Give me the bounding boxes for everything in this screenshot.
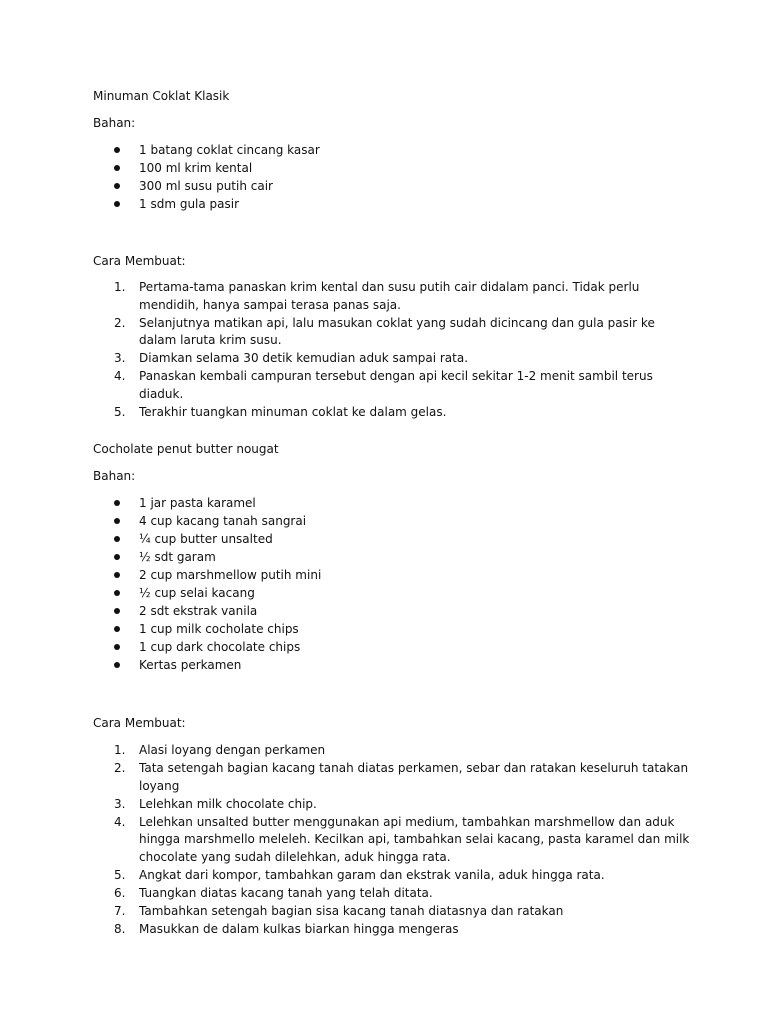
step-item: 3. Lelehkan milk chocolate chip. <box>114 796 317 811</box>
ingredient-item: 100 ml krim kental <box>0 159 320 177</box>
bullet-icon <box>114 147 120 153</box>
recipe1-ingredient-list <box>0 141 320 213</box>
bullet-icon <box>114 500 120 506</box>
bullet-icon <box>114 518 120 524</box>
ingredient-item: 300 ml susu putih cair <box>0 177 320 195</box>
ingredient-item: 1 cup dark chocolate chips <box>0 638 321 656</box>
step-item: 4. Panaskan kembali campuran tersebut dengan api kecil sekitar 1-2 menit sambil terus diaduk. <box>114 369 653 401</box>
recipe2-title: Cocholate penut butter nougat <box>93 442 279 456</box>
bullet-icon <box>114 626 120 632</box>
ingredient-item: ½ sdt garam <box>0 548 321 566</box>
ingredient-item: 2 cup marshmellow putih mini <box>0 566 321 584</box>
bullet-icon <box>114 572 120 578</box>
ingredient-item: ½ cup selai kacang <box>0 584 321 602</box>
bullet-icon <box>114 608 120 614</box>
recipe2-step-list <box>0 742 690 939</box>
step-item: 2. Selanjutnya matikan api, lalu masukan coklat yang sudah dicincang dan gula pasir ke dalam laruta krim susu. <box>114 315 655 347</box>
recipe1-ingredients-heading: Bahan: <box>93 116 136 130</box>
step-item: 5. Angkat dari kompor, tambahkan garam dan ekstrak vanila, aduk hingga rata. <box>114 867 605 882</box>
recipe2-ingredient-list <box>0 494 321 674</box>
step-item: 5. Terakhir tuangkan minuman coklat ke dalam gelas. <box>114 404 447 419</box>
bullet-icon <box>114 165 120 171</box>
ingredient-item: 1 batang coklat cincang kasar <box>0 141 320 159</box>
step-item: 3. Diamkan selama 30 detik kemudian aduk sampai rata. <box>114 351 469 365</box>
bullet-icon <box>114 183 120 189</box>
recipe1-step-list <box>0 279 690 422</box>
ingredient-item: 1 sdm gula pasir <box>0 195 320 213</box>
ingredient-item: 4 cup kacang tanah sangrai <box>0 512 321 530</box>
recipe1-method-heading: Cara Membuat: <box>93 254 186 268</box>
bullet-icon <box>114 554 120 560</box>
ingredient-item: 2 sdt ekstrak vanila <box>0 602 321 620</box>
step-item: 6. Tuangkan diatas kacang tanah yang telah ditata. <box>114 885 433 900</box>
ingredient-item: 1 jar pasta karamel <box>0 494 321 512</box>
recipe1-title: Minuman Coklat Klasik <box>93 89 230 103</box>
bullet-icon <box>114 536 120 542</box>
step-item: 4. Lelehkan unsalted butter menggunakan api medium, tambahkan marshmellow dan aduk hingga marshmello meleleh. Kecilkan api, tambahkan selai kacang, pasta karamel dan milk chocolate yang sudah dilelehkan, aduk hingga rata. <box>114 814 690 864</box>
recipe2-ingredients-heading: Bahan: <box>93 469 136 483</box>
step-item: 7. Tambahkan setengah bagian sisa kacang tanah diatasnya dan ratakan <box>114 903 564 918</box>
step-item: 2. Tata setengah bagian kacang tanah diatas perkamen, sebar dan ratakan keseluruh tatakan loyang <box>114 761 689 793</box>
bullet-icon <box>114 201 120 207</box>
ingredient-item: 1 cup milk cocholate chips <box>0 620 321 638</box>
step-item: 8. Masukkan de dalam kulkas biarkan hingga mengeras <box>114 921 459 936</box>
step-item: 1. Pertama-tama panaskan krim kental dan susu putih cair didalam panci. Tidak perlu mendidih, hanya sampai terasa panas saja. <box>114 280 640 312</box>
bullet-icon <box>114 644 120 650</box>
ingredient-item: Kertas perkamen <box>0 656 321 674</box>
bullet-icon <box>114 662 120 668</box>
step-item: 1. Alasi loyang dengan perkamen <box>114 743 326 757</box>
ingredient-item: ¼ cup butter unsalted <box>0 530 321 548</box>
recipe2-method-heading: Cara Membuat: <box>93 716 186 730</box>
bullet-icon <box>114 590 120 596</box>
